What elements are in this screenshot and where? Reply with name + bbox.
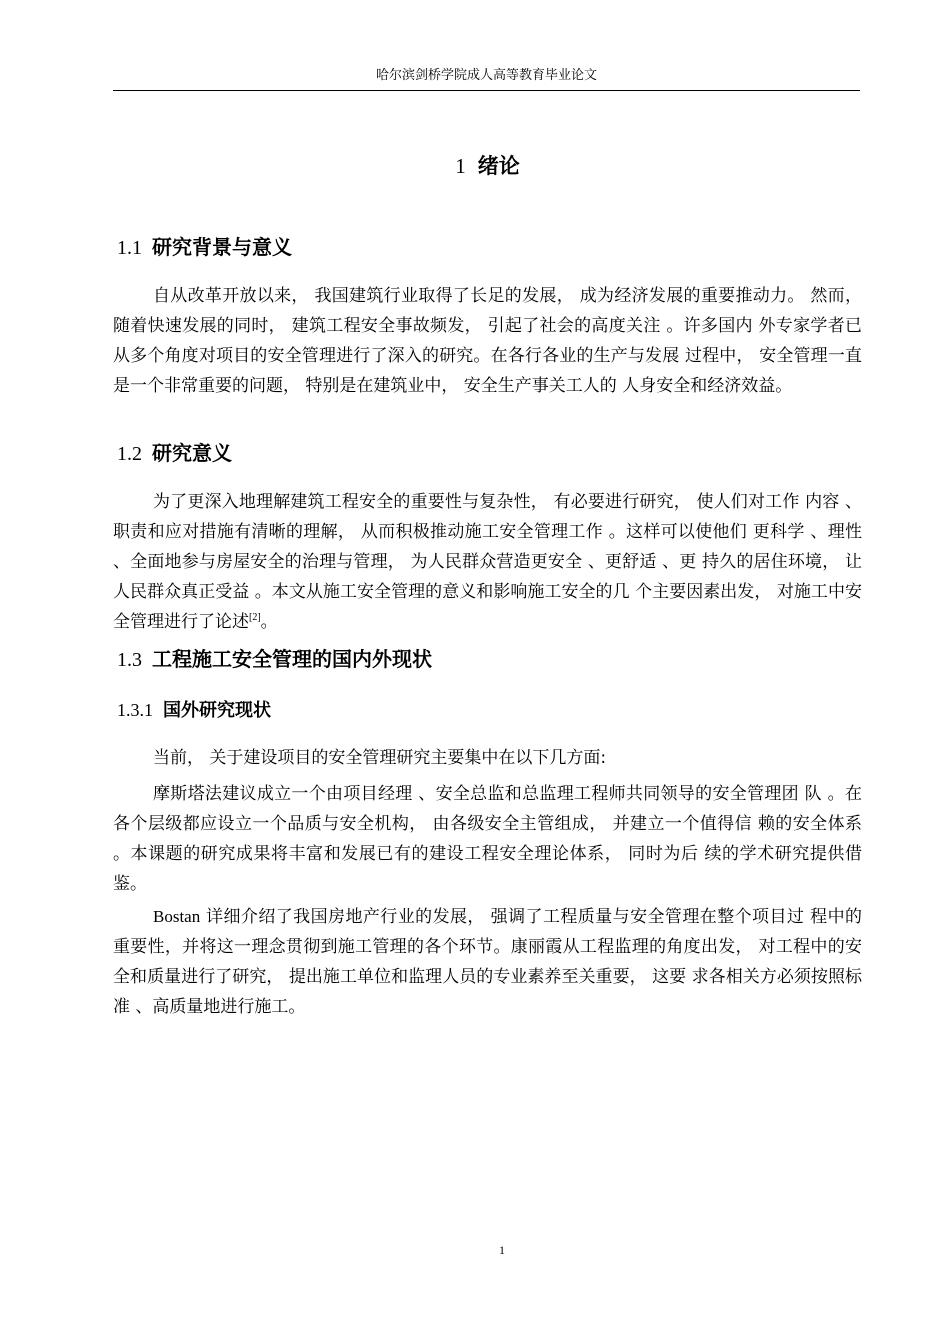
chapter-title: [0, 150, 950, 182]
author-name: Bostan: [153, 907, 201, 926]
running-header: [113, 66, 860, 91]
section-title: 研究背景与意义: [152, 235, 292, 259]
citation-ref: [2]: [249, 612, 261, 623]
section-number: 1.2: [117, 443, 142, 465]
subsection-title: 国外研究现状: [163, 700, 271, 721]
paragraph-bostan: [113, 902, 862, 1022]
section-heading-1-2: [117, 438, 232, 469]
paragraph-end: 。: [260, 612, 278, 632]
header-text: 哈尔滨剑桥学院成人高等教育毕业论文: [375, 68, 597, 83]
subsection-number: 1.3.1: [117, 700, 153, 720]
section-number: 1.3: [117, 649, 142, 671]
paragraph-text: 为了更深入地理解建筑工程安全的重要性与复杂性， 有必要进行研究， 使人们对工作 内容 、职责和应对措施有清晰的理解， 从而积极推动施工安全管理工作 。这样可以使他们 更科学 、理性 、全面地参与房屋安全的治理与管理， 为人民群众营造更安全 、更舒适 、更 持久的居住环境， 让人民群众真正受益 。本文从施工安全管理的意义和影响施工安全的几 个主要因素出发， 对施工中安全管理进行了论述: [113, 492, 862, 632]
section-heading-1-3: [117, 644, 432, 675]
paragraph-background: 自从改革开放以来， 我国建筑行业取得了长足的发展， 成为经济发展的重要推动力。 然而， 随着快速发展的同时， 建筑工程安全事故频发， 引起了社会的高度关注 。许多国内 外专家学者已从多个角度对项目的安全管理进行了深入的研究。在各行各业的生产与发展 过程中， 安全管理一直是一个非常重要的问题， 特别是在建筑业中， 安全生产事关工人的 人身安全和经济效益。: [113, 286, 862, 396]
paragraph-mostafa: 摩斯塔法建议成立一个由项目经理 、安全总监和总监理工程师共同领导的安全管理团 队 。在各个层级都应设立一个品质与安全机构， 由各级安全主管组成， 并建立一个值得信 赖的安全体系 。本课题的研究成果将丰富和发展已有的建设工程安全理论体系， 同时为后 续的学术研究提供借鉴。: [113, 784, 862, 894]
paragraph-significance: [113, 487, 862, 637]
section-heading-1-1: [117, 232, 292, 263]
section-title: 工程施工安全管理的国内外现状: [152, 647, 432, 671]
page-number: 1: [499, 1243, 505, 1257]
section-number: 1.1: [117, 237, 142, 259]
paragraph-text: 详细介绍了我国房地产行业的发展， 强调了工程质量与安全管理在整个项目过 程中的重要性，并将这一理念贯彻到施工管理的各个环节。康丽霞从工程监理的角度出发， 对工程中的安全和质量进行了研究， 提出施工单位和监理人员的专业素养至关重要， 这要 求各相关方必须按照标准 、高质量地进行施工。: [113, 907, 862, 1017]
chapter-number: 1: [455, 154, 466, 178]
section-title: 研究意义: [152, 441, 232, 465]
paragraph-current-status: 当前， 关于建设项目的安全管理研究主要集中在以下几方面:: [153, 748, 607, 768]
chapter-title-text: 绪论: [477, 154, 520, 178]
subsection-heading-1-3-1: [117, 696, 271, 725]
